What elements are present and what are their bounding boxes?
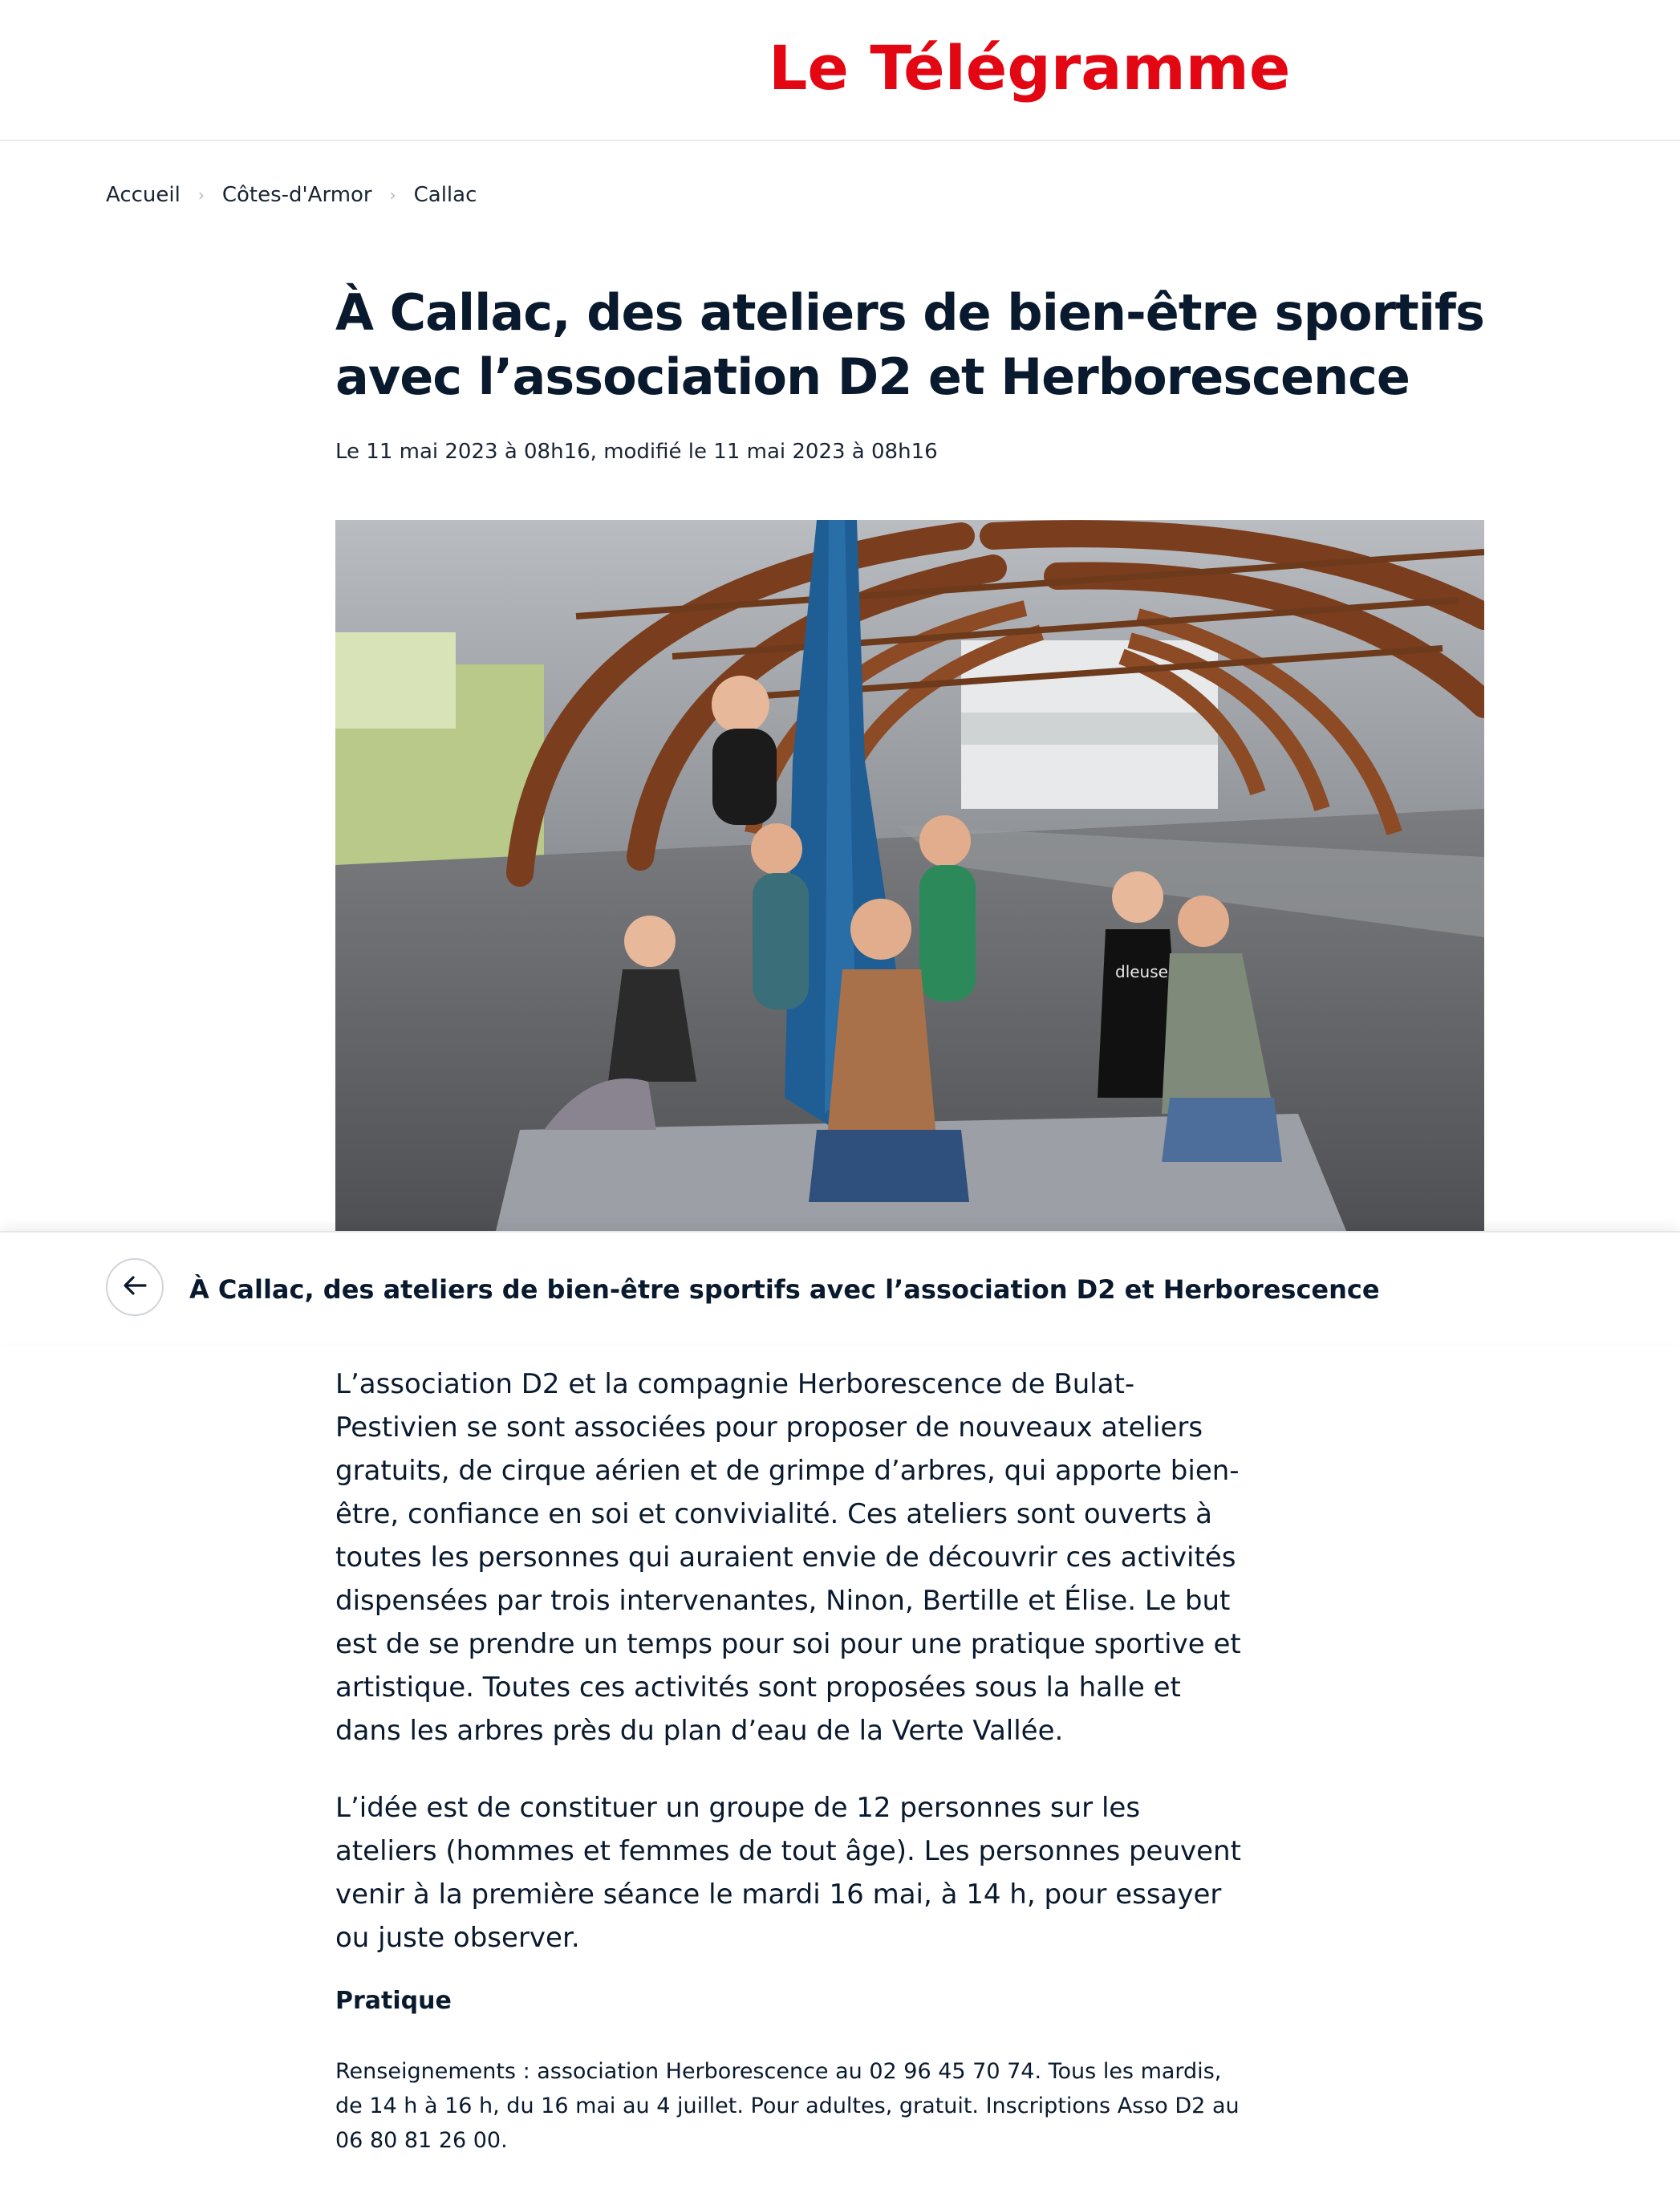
article-date: Le 11 mai 2023 à 08h16, modifié le 11 mai 2023 à 08h16: [335, 440, 938, 464]
practical-info: Renseignements : association Herborescence au 02 96 45 70 74. Tous les mardis, de 14 h à 16 h, du 16 mai au 4 juillet. Pour adultes, gratuit. Inscriptions Asso D2 au 06 80 81 26 00.: [335, 2059, 1240, 2153]
back-button[interactable]: [106, 1258, 164, 1316]
sticky-title: À Callac, des ateliers de bien-être sportifs avec l’association D2 et Herborescence: [189, 1274, 1380, 1305]
article-paragraph-1: L’association D2 et la compagnie Herborescence de Bulat-Pestivien se sont associées pour proposer de nouveaux ateliers gratuits, de cirque aérien et de grimpe d’arbres, qui apporte bien-être, confiance en soi et convivialité. Ces ateliers sont ouverts à toutes les personnes qui auraient envie de découvrir ces activités dispensées par trois intervenantes, Ninon, Bertille et Élise. Le but est de se prendre un temps pour soi pour une pratique sportive et artistique. Toutes ces activités sont proposées sous la halle et dans les arbres près du plan d’eau de la Verte Vallée.: [335, 1368, 1241, 1747]
article-title: À Callac, des ateliers de bien-être sportifs avec l’association D2 et Herborescence: [335, 283, 1484, 406]
breadcrumb-city[interactable]: Callac: [413, 183, 477, 207]
site-header: [0, 0, 1680, 141]
breadcrumb-region[interactable]: Côtes-d'Armor: [221, 183, 372, 207]
practical-heading: Pratique: [335, 1987, 452, 2015]
breadcrumb: [106, 183, 477, 207]
sticky-article-bar: [0, 1231, 1680, 1343]
shirt-text: dleuse: [1115, 962, 1168, 981]
chevron-right-icon: ›: [197, 185, 205, 205]
article-paragraph-2: L’idée est de constituer un groupe de 12 personnes sur les ateliers (hommes et femmes de tout âge). Les personnes peuvent venir à la première séance le mardi 16 mai, à 14 h, pour essayer ou juste observer.: [335, 1792, 1241, 1954]
chevron-right-icon: ›: [389, 185, 396, 205]
breadcrumb-home[interactable]: Accueil: [106, 183, 181, 207]
arrow-left-icon: [121, 1272, 148, 1302]
article-photo: [335, 520, 1484, 1231]
site-logo[interactable]: Le Télégramme: [769, 32, 1291, 104]
